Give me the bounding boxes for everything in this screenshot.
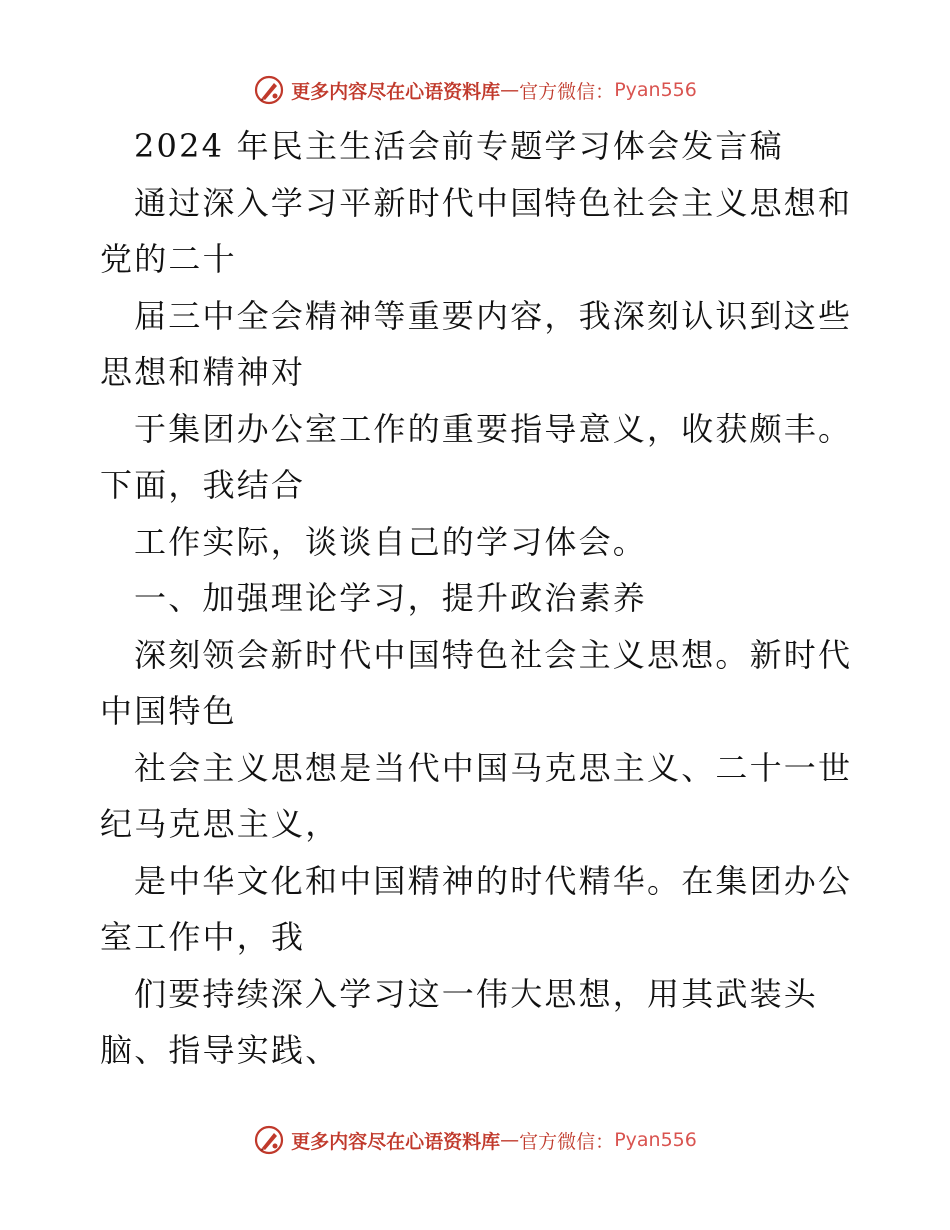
paragraph-line: 们要持续深入学习这一伟大思想，用其武装头 — [134, 974, 819, 1013]
watermark-wechat-id: Pyan556 — [614, 79, 697, 101]
watermark-wechat-label: 官方微信： — [519, 80, 615, 103]
watermark-text: 更多内容尽在心语资料库 — [291, 80, 501, 103]
paragraph-line: 纪马克思主义， — [100, 805, 340, 843]
watermark-text: 更多内容尽在心语资料库 — [291, 1130, 501, 1153]
paragraph-line: 于集团办公室工作的重要指导意义，收获颇丰。 — [134, 409, 853, 448]
paragraph-line: 社会主义思想是当代中国马克思主义、二十一世 — [134, 748, 853, 787]
paragraph-line: 是中华文化和中国精神的时代精华。在集团办公 — [134, 861, 853, 900]
footer-watermark — [0, 1120, 950, 1160]
watermark-separator: — — [500, 79, 520, 101]
section-heading: 一、加强理论学习，提升政治素养 — [134, 579, 648, 617]
paragraph-line: 通过深入学习平新时代中国特色社会主义思想和 — [134, 183, 853, 222]
paragraph-line: 工作实际，谈谈自己的学习体会。 — [134, 522, 648, 561]
paragraph-line: 思想和精神对 — [100, 353, 306, 391]
paragraph-line: 深刻领会新时代中国特色社会主义思想。新时代 — [134, 635, 853, 674]
paragraph-line: 中国特色 — [100, 692, 237, 730]
document-title: 2024 年民主生活会前专题学习体会发言稿 — [134, 127, 784, 165]
paragraph-line: 届三中全会精神等重要内容，我深刻认识到这些 — [134, 296, 853, 335]
watermark-wechat-id: Pyan556 — [614, 1129, 697, 1151]
paragraph-line: 脑、指导实践、 — [100, 1031, 340, 1069]
paragraph-line: 党的二十 — [100, 240, 237, 278]
quill-pen-seal-icon — [253, 74, 285, 106]
quill-pen-seal-icon — [253, 1124, 285, 1156]
watermark-wechat-label: 官方微信： — [519, 1130, 615, 1153]
paragraph-line: 下面，我结合 — [100, 466, 306, 504]
paragraph-line: 室工作中，我 — [100, 918, 306, 956]
watermark-separator: — — [500, 1129, 520, 1151]
header-watermark — [0, 70, 950, 110]
document-body — [100, 118, 860, 1079]
